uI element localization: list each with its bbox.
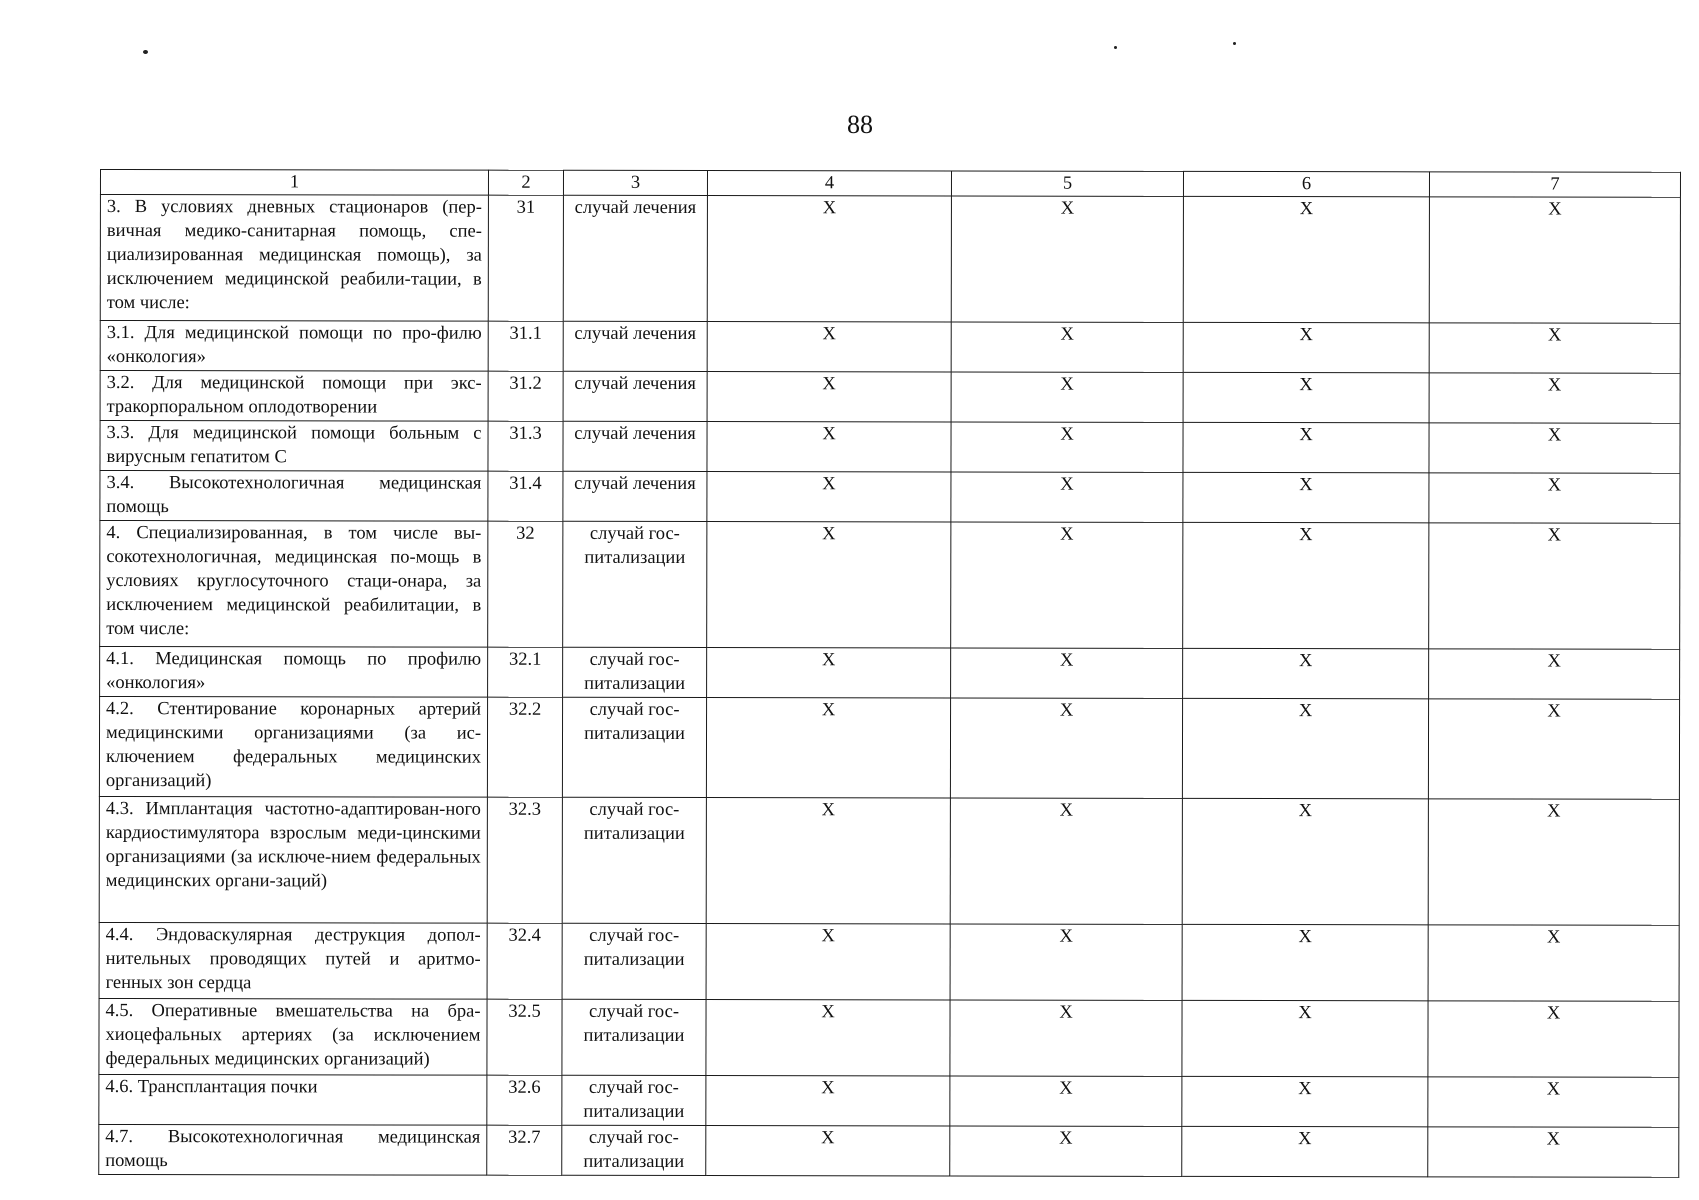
row-unit-cell: случай гос-питализации [562, 923, 706, 999]
row-code-cell: 32.2 [487, 697, 562, 797]
row-col4-cell: X [706, 924, 950, 1000]
row-name-cell: 3. В условиях дневных стационаров (пер-вичная медико-санитарная помощь, спе-циализированная медицинская помощь), за исключением медицинской реабили-тации, в том числе: [100, 195, 488, 322]
scan-speck [1233, 42, 1236, 45]
row-col7-cell: X [1429, 373, 1680, 423]
row-unit-cell: случай лечения [563, 471, 707, 521]
row-unit-cell: случай лечения [563, 371, 707, 421]
row-col7-cell: X [1428, 925, 1679, 1001]
row-col6-cell: X [1182, 924, 1428, 1000]
table-row [100, 647, 1680, 700]
table-row [100, 321, 1680, 374]
row-col7-cell: X [1429, 197, 1680, 323]
row-col7-cell: X [1429, 473, 1680, 523]
scan-speck [143, 50, 148, 54]
tariff-table [98, 169, 1681, 1178]
row-col6-cell: X [1183, 472, 1429, 522]
row-name-cell: 4.5. Оперативные вмешательства на бра-хиоцефальных артериях (за исключением федеральных медицинских организаций) [99, 998, 487, 1075]
column-number-6: 6 [1183, 171, 1429, 196]
row-unit-cell: случай гос-питализации [563, 647, 707, 697]
row-col7-cell: X [1428, 1127, 1679, 1177]
row-unit-cell: случай гос-питализации [562, 697, 706, 797]
row-col6-cell: X [1182, 698, 1428, 798]
row-code-cell: 31.3 [488, 421, 563, 471]
page-number: 88 [847, 110, 873, 139]
row-col5-cell: X [951, 522, 1183, 648]
row-code-cell: 32.1 [488, 647, 563, 697]
row-col6-cell: X [1183, 648, 1429, 698]
row-col5-cell: X [951, 422, 1183, 472]
row-col4-cell: X [706, 698, 950, 798]
table-row [99, 998, 1679, 1077]
row-col5-cell: X [950, 798, 1182, 924]
row-code-cell: 32.5 [487, 999, 562, 1075]
scan-speck [1114, 46, 1117, 49]
row-col6-cell: X [1183, 372, 1429, 422]
row-col5-cell: X [950, 698, 1182, 798]
row-unit-cell: случай гос-питализации [562, 1125, 706, 1175]
row-col7-cell: X [1429, 523, 1680, 649]
row-unit-cell: случай гос-питализации [562, 1075, 706, 1125]
row-name-cell: 3.1. Для медицинской помощи по про-филю «онкология» [100, 321, 488, 372]
row-col4-cell: X [706, 798, 950, 924]
row-unit-cell: случай гос-питализации [562, 999, 706, 1075]
row-name-cell: 3.3. Для медицинской помощи больным с вирусным гепатитом С [100, 421, 488, 472]
row-name-cell: 3.4. Высокотехнологичная медицинская помощь [100, 471, 488, 522]
column-number-3: 3 [563, 170, 707, 195]
row-col5-cell: X [951, 648, 1183, 698]
row-col6-cell: X [1182, 1076, 1428, 1126]
row-col6-cell: X [1182, 1000, 1428, 1076]
row-col5-cell: X [950, 1076, 1182, 1126]
table-row [99, 796, 1679, 925]
row-name-cell: 4.7. Высокотехнологичная медицинская помощь [99, 1124, 487, 1175]
row-name-cell: 3.2. Для медицинской помощи при экс-тракорпоральном оплодотворении [100, 371, 488, 422]
row-col5-cell: X [951, 472, 1183, 522]
row-col7-cell: X [1429, 323, 1680, 373]
row-col4-cell: X [706, 1076, 950, 1126]
row-name-cell: 4.2. Стентирование коронарных артерий медицинскими организациями (за ис-ключением федеральных медицинских организаций) [99, 697, 487, 798]
row-col4-cell: X [707, 648, 951, 698]
table-row [100, 521, 1680, 650]
table-row [100, 371, 1680, 424]
row-unit-cell: случай гос-питализации [563, 521, 707, 647]
row-col4-cell: X [707, 372, 951, 422]
table-body [99, 195, 1681, 1178]
column-number-4: 4 [707, 171, 951, 196]
row-code-cell: 31.4 [488, 471, 563, 521]
row-unit-cell: случай лечения [563, 195, 707, 321]
row-col5-cell: X [951, 196, 1183, 322]
row-code-cell: 32.6 [487, 1075, 562, 1125]
row-col7-cell: X [1429, 423, 1680, 473]
row-col5-cell: X [951, 372, 1183, 422]
column-number-1: 1 [100, 170, 488, 196]
table-header [100, 170, 1680, 198]
row-col4-cell: X [707, 422, 951, 472]
row-col6-cell: X [1183, 422, 1429, 472]
row-col7-cell: X [1428, 699, 1679, 799]
row-name-cell: 4.3. Имплантация частотно-адаптирован-ного кардиостимулятора взрослым меди-цинскими организациями (за исключе-нием федеральных медицинских органи-заций) [99, 796, 487, 923]
row-col7-cell: X [1428, 799, 1679, 925]
row-unit-cell: случай лечения [563, 321, 707, 371]
row-col6-cell: X [1182, 798, 1428, 924]
column-number-7: 7 [1429, 172, 1680, 197]
column-number-5: 5 [951, 171, 1183, 196]
row-col4-cell: X [707, 472, 951, 522]
header-row [100, 170, 1680, 198]
table-row [99, 1124, 1679, 1177]
row-col5-cell: X [950, 1126, 1182, 1176]
table-row [100, 471, 1680, 524]
row-col6-cell: X [1183, 522, 1429, 648]
row-col4-cell: X [707, 196, 951, 322]
column-number-2: 2 [488, 170, 563, 195]
row-col7-cell: X [1428, 1001, 1679, 1077]
row-name-cell: 4.1. Медицинская помощь по профилю «онкология» [100, 647, 488, 698]
row-code-cell: 32 [488, 521, 563, 647]
row-name-cell: 4.6. Трансплантация почки [99, 1074, 487, 1125]
row-col4-cell: X [706, 1126, 950, 1176]
row-unit-cell: случай лечения [563, 421, 707, 471]
row-col4-cell: X [707, 522, 951, 648]
row-code-cell: 32.7 [487, 1125, 562, 1175]
row-col5-cell: X [950, 1000, 1182, 1076]
row-name-cell: 4. Специализированная, в том числе вы-сокотехнологичная, медицинская по-мощь в условиях круглосуточного стаци-онара, за исключением медицинской реабилитации, в том числе: [100, 521, 488, 648]
table-row [99, 697, 1679, 800]
row-col6-cell: X [1183, 196, 1429, 322]
row-code-cell: 32.4 [487, 923, 562, 999]
row-col4-cell: X [706, 1000, 950, 1076]
row-col6-cell: X [1182, 1126, 1428, 1176]
row-col5-cell: X [950, 924, 1182, 1000]
row-code-cell: 32.3 [487, 797, 562, 923]
row-col6-cell: X [1183, 322, 1429, 372]
row-code-cell: 31 [488, 195, 563, 321]
table-row [100, 421, 1680, 474]
row-col7-cell: X [1429, 649, 1680, 699]
table-row [100, 195, 1680, 324]
row-col7-cell: X [1428, 1077, 1679, 1127]
row-name-cell: 4.4. Эндоваскулярная деструкция допол-нительных проводящих путей и аритмо-генных зон сердца [99, 922, 487, 999]
table-row [99, 1074, 1679, 1127]
table-row [99, 922, 1679, 1001]
row-unit-cell: случай гос-питализации [562, 797, 706, 923]
row-code-cell: 31.1 [488, 321, 563, 371]
row-col5-cell: X [951, 322, 1183, 372]
row-code-cell: 31.2 [488, 371, 563, 421]
row-col4-cell: X [707, 322, 951, 372]
